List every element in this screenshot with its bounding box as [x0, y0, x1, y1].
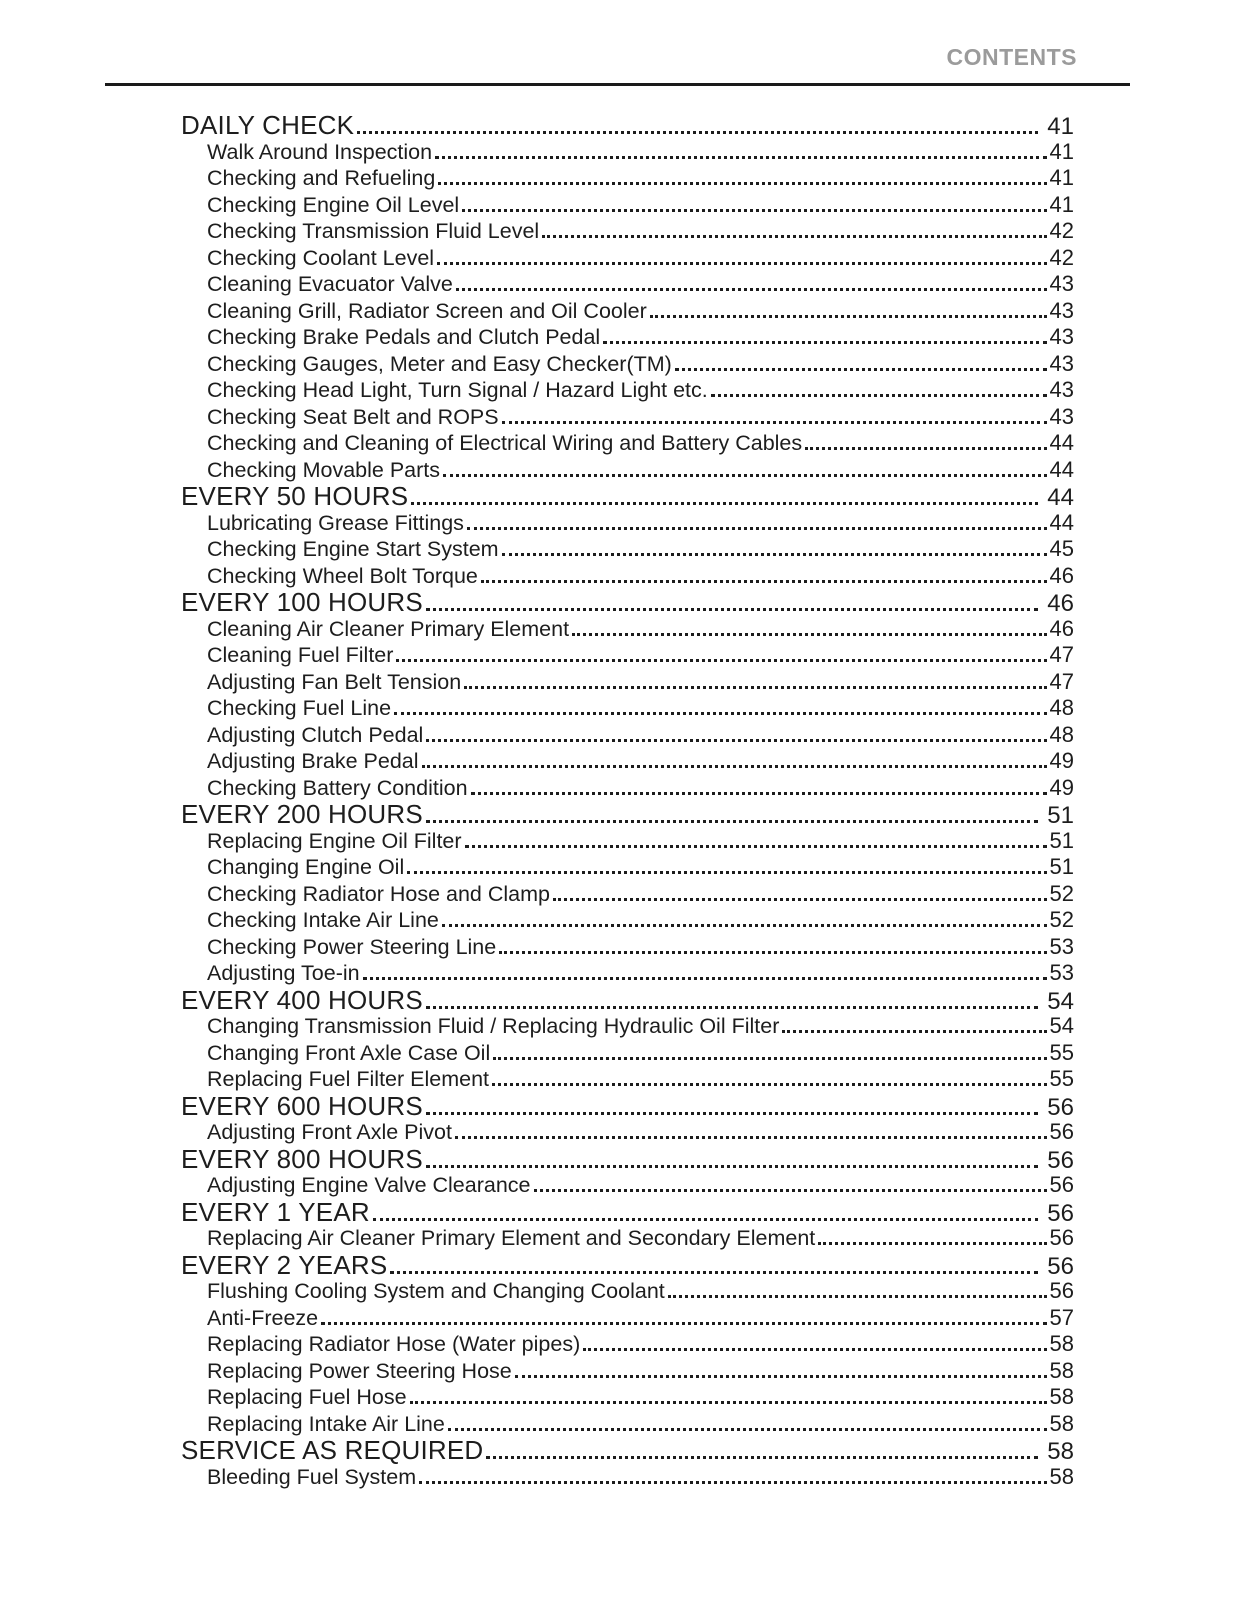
toc-page-number: 46	[1049, 615, 1074, 641]
toc-entry-label: Adjusting Toe-in	[207, 961, 360, 985]
toc-leader-dots	[373, 1218, 1038, 1221]
toc-entry-label: SERVICE AS REQUIRED	[181, 1435, 484, 1465]
toc-entry-label: Checking Intake Air Line	[207, 908, 439, 932]
toc-entry-label: Replacing Fuel Filter Element	[207, 1067, 490, 1091]
toc-item-row	[181, 351, 1074, 378]
toc-entry-label: Anti-Freeze	[207, 1305, 319, 1330]
toc-entry-label: EVERY 800 HOURS	[181, 1143, 423, 1174]
toc-page-number: 47	[1049, 642, 1074, 667]
toc-item-row	[181, 1225, 1074, 1252]
toc-section-row	[181, 589, 1074, 616]
toc-leader-dots	[818, 1242, 1046, 1245]
toc-entry-label: Changing Engine Oil	[207, 855, 405, 879]
toc-item-row	[181, 324, 1074, 351]
toc-page-number: 41	[1049, 165, 1074, 190]
toc-page-number: 43	[1049, 297, 1074, 323]
toc-page-number: 53	[1049, 933, 1074, 959]
toc-page-number: 41	[1049, 191, 1074, 217]
toc-page-number: 51	[1047, 802, 1074, 829]
toc-item-row	[181, 722, 1074, 749]
toc-page-number: 45	[1049, 536, 1074, 561]
toc-page-number: 58	[1049, 1384, 1074, 1409]
toc-item-row	[181, 404, 1074, 431]
toc-page-number: 46	[1049, 562, 1074, 588]
toc-item-row	[181, 1119, 1074, 1146]
toc-leader-dots	[321, 1322, 1046, 1325]
toc-item-row	[181, 960, 1074, 987]
toc-leader-dots	[455, 1136, 1047, 1139]
toc-page-number: 55	[1049, 1066, 1074, 1091]
toc-leader-dots	[410, 1401, 1047, 1404]
toc-page-number: 56	[1049, 1278, 1074, 1303]
toc-leader-dots	[426, 1165, 1038, 1168]
toc-entry-label: EVERY 600 HOURS	[181, 1090, 423, 1121]
toc-section-row	[181, 984, 1074, 1015]
toc-leader-dots	[426, 608, 1038, 611]
toc-leader-dots	[572, 633, 1046, 636]
toc-item-row	[181, 748, 1074, 775]
toc-leader-dots	[481, 580, 1047, 583]
toc-leader-dots	[419, 1481, 1046, 1484]
toc-entry-label: Replacing Air Cleaner Primary Element and Secondary Element	[207, 1226, 816, 1250]
toc-leader-dots	[426, 1112, 1038, 1115]
toc-page-number: 56	[1047, 1146, 1074, 1174]
toc-entry-label: Replacing Engine Oil Filter	[207, 828, 462, 853]
toc-page-number: 55	[1049, 1039, 1074, 1065]
toc-entry-label: Changing Front Axle Case Oil	[207, 1040, 491, 1065]
toc-page-number: 51	[1049, 827, 1074, 853]
toc-entry-label: Cleaning Grill, Radiator Screen and Oil Cooler	[207, 298, 647, 323]
toc-page-number: 41	[1049, 138, 1074, 164]
toc-leader-dots	[650, 315, 1047, 318]
toc-page-number: 44	[1049, 430, 1074, 455]
toc-leader-dots	[502, 553, 1047, 556]
toc-leader-dots	[426, 1006, 1038, 1009]
toc-page-number: 58	[1049, 1357, 1074, 1383]
toc-entry-label: EVERY 2 YEARS	[181, 1249, 388, 1280]
toc-entry-label: EVERY 100 HOURS	[181, 587, 423, 617]
toc-item-row	[181, 881, 1074, 908]
toc-leader-dots	[711, 394, 1047, 397]
toc-leader-dots	[668, 1295, 1047, 1298]
toc-entry-label: Replacing Fuel Hose	[207, 1385, 407, 1409]
toc-page-number: 48	[1049, 721, 1074, 747]
toc-leader-dots	[448, 1428, 1047, 1431]
toc-item-row	[181, 1066, 1074, 1093]
toc-entry-label: Checking Seat Belt and ROPS	[207, 404, 499, 429]
toc-page-number: 56	[1049, 1172, 1074, 1197]
toc-page-number: 56	[1047, 1199, 1074, 1227]
toc-page-number: 47	[1049, 668, 1074, 694]
toc-page-number: 43	[1049, 324, 1074, 349]
toc-leader-dots	[438, 182, 1046, 185]
toc-leader-dots	[396, 659, 1046, 662]
toc-entry-label: Checking Gauges, Meter and Easy Checker(TM)	[207, 351, 672, 376]
toc-entry-label: Checking Movable Parts	[207, 457, 441, 482]
toc-page-number: 49	[1049, 774, 1074, 800]
toc-entry-label: Replacing Power Steering Hose	[207, 1358, 512, 1383]
toc-entry-label: EVERY 50 HOURS	[181, 481, 409, 511]
toc-section-row	[181, 1437, 1074, 1464]
toc-entry-label: Checking and Refueling	[207, 166, 436, 190]
toc-section-row	[181, 801, 1074, 828]
toc-entry-label: Checking Coolant Level	[207, 245, 435, 270]
toc-leader-dots	[493, 1057, 1046, 1060]
toc-entry-label: Adjusting Front Axle Pivot	[207, 1120, 452, 1144]
toc-entry-label: Bleeding Fuel System	[207, 1464, 417, 1489]
toc-section-row	[181, 1249, 1074, 1280]
toc-leader-dots	[465, 845, 1047, 848]
toc-page-number: 51	[1049, 854, 1074, 879]
toc-page-number: 42	[1049, 244, 1074, 270]
toc-entry-label: EVERY 1 YEAR	[181, 1196, 370, 1227]
toc-leader-dots	[502, 421, 1047, 424]
toc-page-number: 41	[1047, 113, 1074, 140]
toc-page-number: 54	[1047, 987, 1074, 1015]
toc-page-number: 46	[1047, 590, 1074, 617]
toc-item-row	[181, 616, 1074, 643]
toc-section-row	[181, 1143, 1074, 1174]
toc-item-row	[181, 934, 1074, 961]
toc-entry-label: Adjusting Brake Pedal	[207, 749, 419, 773]
toc-page-number: 44	[1049, 456, 1074, 482]
toc-page-number: 43	[1049, 350, 1074, 376]
toc-leader-dots	[467, 527, 1047, 530]
toc-leader-dots	[411, 502, 1038, 505]
toc-item-row	[181, 1305, 1074, 1332]
toc-item-row	[181, 139, 1074, 166]
toc-leader-dots	[426, 820, 1038, 823]
toc-item-row	[181, 1331, 1074, 1358]
toc-leader-dots	[486, 1456, 1038, 1459]
toc-leader-dots	[603, 341, 1046, 344]
toc-leader-dots	[456, 288, 1047, 291]
toc-section-row	[181, 112, 1074, 139]
toc-leader-dots	[492, 1083, 1047, 1086]
toc-page-number: 58	[1047, 1438, 1074, 1465]
toc-page-number: 48	[1049, 695, 1074, 720]
toc-item-row	[181, 245, 1074, 272]
toc-entry-label: Checking Head Light, Turn Signal / Hazard Light etc.	[207, 378, 708, 402]
toc-page-number: 57	[1049, 1304, 1074, 1330]
toc-leader-dots	[782, 1030, 1046, 1033]
toc-entry-label: Checking Radiator Hose and Clamp	[207, 881, 550, 906]
toc-entry-label: Lubricating Grease Fittings	[207, 510, 464, 535]
toc-entry-label: Replacing Intake Air Line	[207, 1411, 445, 1436]
toc-entry-label: Cleaning Air Cleaner Primary Element	[207, 616, 570, 641]
toc-leader-dots	[464, 686, 1046, 689]
toc-entry-label: Checking Transmission Fluid Level	[207, 219, 540, 243]
toc-item-row	[181, 1358, 1074, 1385]
toc-entry-label: Checking Fuel Line	[207, 696, 392, 720]
page-header	[0, 44, 1077, 71]
toc-leader-dots	[542, 235, 1046, 238]
toc-entry-label: Checking and Cleaning of Electrical Wiring and Battery Cables	[207, 431, 803, 455]
toc-page-number: 49	[1049, 748, 1074, 773]
toc-item-row	[181, 510, 1074, 537]
toc-item-row	[181, 536, 1074, 563]
toc-item-row	[181, 775, 1074, 802]
toc-entry-label: Adjusting Fan Belt Tension	[207, 669, 462, 694]
toc-leader-dots	[426, 739, 1046, 742]
toc-item-row	[181, 271, 1074, 298]
toc-leader-dots	[499, 951, 1046, 954]
toc-page-number: 58	[1049, 1410, 1074, 1436]
toc-section-row	[181, 1090, 1074, 1121]
toc-item-row	[181, 1411, 1074, 1438]
toc-item-row	[181, 1172, 1074, 1199]
toc-section-row	[181, 483, 1074, 510]
toc-item-row	[181, 298, 1074, 325]
toc-page-number: 43	[1049, 403, 1074, 429]
toc-entry-label: Checking Engine Oil Level	[207, 192, 460, 217]
toc-page-number: 58	[1049, 1331, 1074, 1356]
toc-page-number: 52	[1049, 880, 1074, 906]
toc-page-number: 42	[1049, 218, 1074, 243]
toc-leader-dots	[471, 792, 1047, 795]
toc-leader-dots	[363, 977, 1047, 980]
header-title: CONTENTS	[946, 44, 1077, 70]
toc-entry-label: Adjusting Engine Valve Clearance	[207, 1173, 531, 1197]
toc-leader-dots	[407, 871, 1046, 874]
toc-entry-label: Walk Around Inspection	[207, 139, 433, 164]
toc-item-row	[181, 642, 1074, 669]
toc-leader-dots	[534, 1189, 1047, 1192]
toc-entry-label: EVERY 200 HOURS	[181, 799, 423, 829]
toc-entry-label: Cleaning Fuel Filter	[207, 643, 394, 667]
toc-leader-dots	[515, 1375, 1047, 1378]
toc-item-row	[181, 430, 1074, 457]
toc-entry-label: EVERY 400 HOURS	[181, 984, 423, 1015]
toc-item-row	[181, 1040, 1074, 1067]
toc-entry-label: Checking Engine Start System	[207, 537, 499, 561]
toc-entry-label: Flushing Cooling System and Changing Coolant	[207, 1279, 665, 1303]
toc-leader-dots	[675, 368, 1047, 371]
toc-entry-label: Checking Power Steering Line	[207, 934, 497, 959]
toc-entry-label: Checking Wheel Bolt Torque	[207, 563, 478, 588]
toc-page-number: 44	[1047, 484, 1074, 511]
toc-item-row	[181, 218, 1074, 245]
toc-entry-label: Adjusting Clutch Pedal	[207, 722, 424, 747]
toc-page-number: 52	[1049, 907, 1074, 932]
toc-entry-label: Changing Transmission Fluid / Replacing Hydraulic Oil Filter	[207, 1014, 780, 1038]
toc-leader-dots	[422, 765, 1047, 768]
toc-item-row	[181, 828, 1074, 855]
toc-page-number: 56	[1047, 1252, 1074, 1280]
toc-page-number: 54	[1049, 1013, 1074, 1038]
header-rule	[105, 83, 1130, 86]
toc-item-row	[181, 695, 1074, 722]
toc-item-row	[181, 1013, 1074, 1040]
toc-leader-dots	[390, 1271, 1038, 1274]
toc-item-row	[181, 165, 1074, 192]
toc-leader-dots	[805, 447, 1046, 450]
toc-leader-dots	[443, 474, 1046, 477]
toc-item-row	[181, 377, 1074, 404]
toc-item-row	[181, 1464, 1074, 1491]
toc-page-number: 58	[1049, 1463, 1074, 1489]
toc-leader-dots	[462, 209, 1046, 212]
toc-page-number: 53	[1049, 960, 1074, 985]
toc-item-row	[181, 1384, 1074, 1411]
toc-item-row	[181, 563, 1074, 590]
toc-leader-dots	[394, 712, 1046, 715]
toc-entry-label: Checking Brake Pedals and Clutch Pedal	[207, 325, 601, 349]
toc-item-row	[181, 669, 1074, 696]
toc-leader-dots	[553, 898, 1047, 901]
toc-item-row	[181, 1278, 1074, 1305]
toc-item-row	[181, 192, 1074, 219]
toc-entry-label: Checking Battery Condition	[207, 775, 468, 800]
toc-leader-dots	[583, 1348, 1046, 1351]
toc-leader-dots	[357, 131, 1038, 134]
toc-leader-dots	[435, 156, 1046, 159]
toc-leader-dots	[442, 924, 1047, 927]
toc-entry-label: Cleaning Evacuator Valve	[207, 272, 453, 296]
toc-entry-label: DAILY CHECK	[181, 110, 355, 140]
toc-page-number: 43	[1049, 271, 1074, 296]
toc-item-row	[181, 854, 1074, 881]
toc-list	[181, 112, 1074, 1490]
toc-page-number: 56	[1049, 1225, 1074, 1250]
toc-page-number: 56	[1047, 1093, 1074, 1121]
toc-page-number: 44	[1049, 509, 1074, 535]
toc-item-row	[181, 907, 1074, 934]
toc-page-number: 56	[1049, 1119, 1074, 1144]
toc-entry-label: Replacing Radiator Hose (Water pipes)	[207, 1332, 581, 1356]
toc-section-row	[181, 1196, 1074, 1227]
toc-leader-dots	[437, 262, 1046, 265]
toc-item-row	[181, 457, 1074, 484]
toc-page-number: 43	[1049, 377, 1074, 402]
